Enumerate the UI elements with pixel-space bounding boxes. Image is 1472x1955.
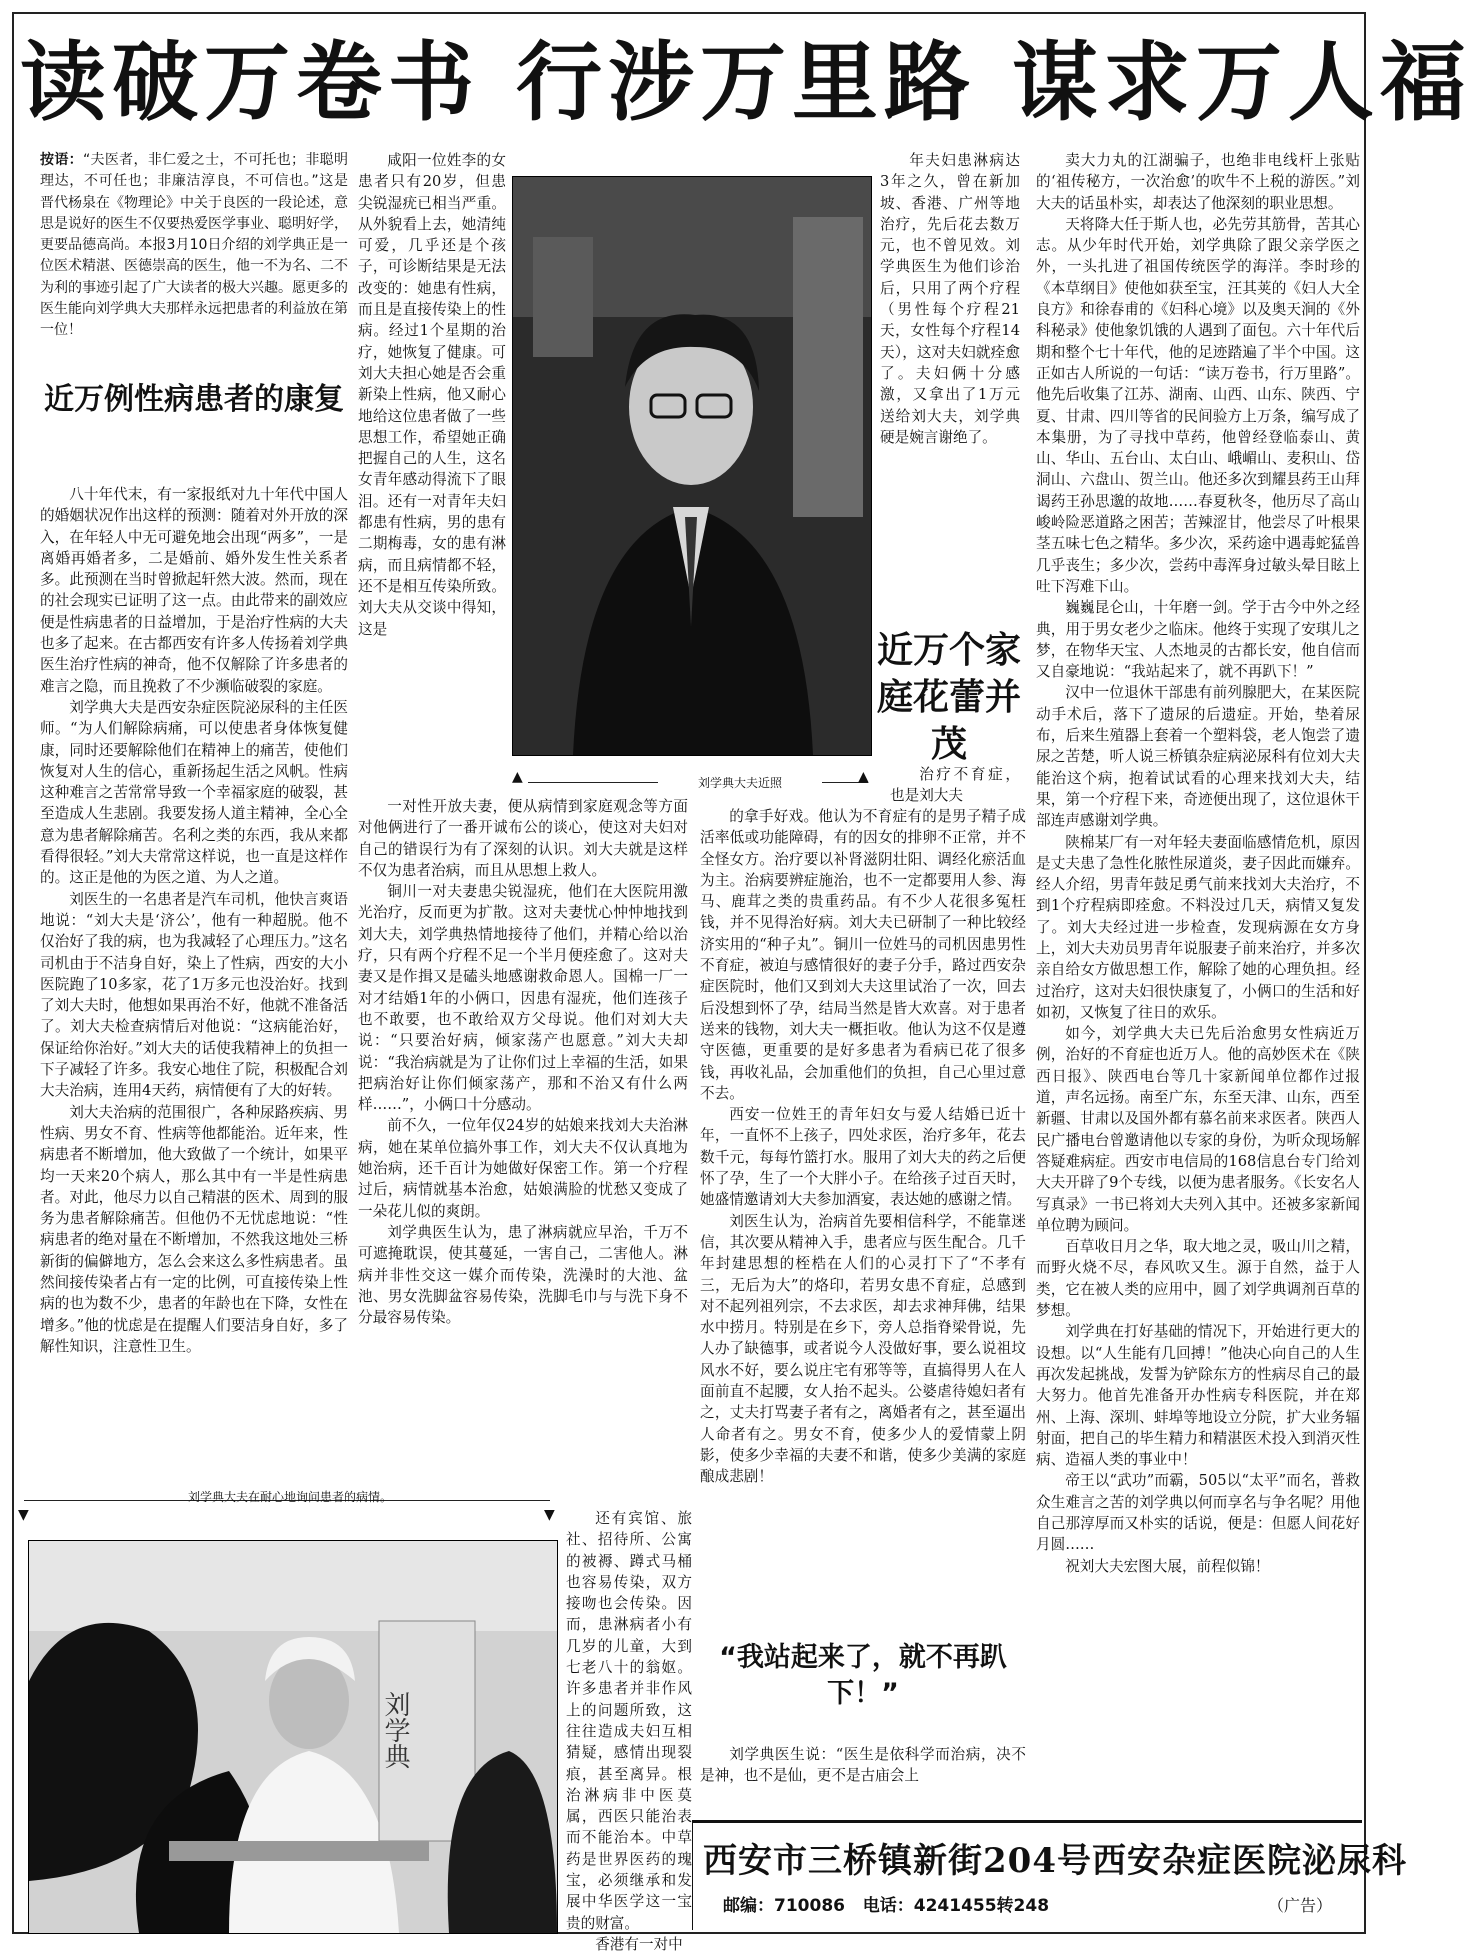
caption-rule <box>528 782 658 783</box>
paragraph: 百草收日月之华，取大地之灵，吸山川之精，而野火烧不尽，春风吹又生。源于自然，益于人类，它在被人类的应用中，圆了刘学典调剂百草的梦想。 <box>1036 1238 1360 1320</box>
column-2 <box>358 150 506 770</box>
paragraph: 祝刘大夫宏图大展，前程似锦！ <box>1065 1557 1270 1575</box>
paragraph: 刘学典大夫是西安杂症医院泌尿科的主任医师。“为人们解除病痛，可以使患者身体恢复健康，同时还要解除他们在精神上的痛苦，使他们恢复对人生的信心，重新扬起生活之风帆。性病这种难言之苦常常导致一个幸福家庭的破裂，甚至造成人生悲剧。我要发扬人道主精神，全心全意为患者解除痛苦。名利之类的东西，我从来都看得很轻。”刘大夫常常这样说，也一直是这样作的。这正是他的为医之道、为人之道。 <box>40 698 348 887</box>
paragraph: 的拿手好戏。他认为不育症有的是男子精子成活率低或功能障碍，有的因女的排卵不正常，并不全怪女方。治疗要以补肾滋阴壮阳、调经化瘀活血为主。治病要辨症施治，也不一定都要用人参、海马、鹿茸之类的贵重药品。有不少人花很多冤枉钱，并不见得治好病。刘大夫已研制了一种比较经济实用的“种子丸”。铜川一位姓马的司机因患男性不育症，被迫与感情很好的妻子分手，路过西安杂症医院时，他们又到刘大夫这里试治了一次，回去后没想到怀了孕，结局当然是皆大欢喜。对于患者送来的钱物，刘大夫一概拒收。他认为这不仅是遵守医德，更重要的是好多患者为看病已花了很多钱，再收礼品，会加重他们的负担，自己心里过意不去。 <box>700 808 1026 1102</box>
ad-title: 西安市三桥镇新街204号西安杂症医院泌尿科 <box>703 1841 1407 1881</box>
portrait-caption: 刘学典大夫近照 <box>697 776 782 790</box>
column-4-end <box>700 1744 1026 1810</box>
postcode-label: 邮编： <box>723 1896 774 1916</box>
paragraph: 香港有一对中 <box>595 1935 683 1953</box>
column-3 <box>358 796 688 1456</box>
phone-value: 4241455转248 <box>913 1896 1050 1916</box>
paragraph: 陕棉某厂有一对年轻夫妻面临感情危机，原因是丈夫患了急性化脓性尿道炎，妻子因此而嫌弃。经人介绍，男青年鼓足勇气前来找刘大夫治疗，不到1个疗程病即痊愈。不料没过几天，病情又复发了。刘大夫经过进一步检查，发现病源在女方身上，刘大夫劝员男青年说服妻子前来治疗，并多次亲自给女方做思想工作，解除了她的心理负担。经过治疗，这对夫妇很快康复了，小俩口的生活和好如初，又恢复了往日的欢乐。 <box>1036 833 1360 1021</box>
paragraph: 汉中一位退休干部患有前列腺肥大，在某医院动手术后，落下了遗尿的后遗症。开始，垫着尿布，后来生殖器上套着一个塑料袋，老人饱尝了遗尿之苦楚，听人说三桥镇杂症病泌尿科有位刘大夫能治这个病，抱着试试看的心理来找刘大夫，结果，第一个疗程下来，奇迹便出现了，这位退休干部连声感谢刘学典。 <box>1036 684 1360 830</box>
caption-down-arrow: ▼ <box>18 1507 29 1523</box>
column-5 <box>1036 150 1360 1812</box>
paragraph: 还有宾馆、旅社、招待所、公寓的被褥、蹲式马桶也容易传染，双方接吻也会传染。因而，患淋病者小有几岁的儿童，大到七老八十的翁妪。许多患者并非作风上的问题所致，这往往造成夫妇互相猜疑，感情出现裂痕，甚至离异。根治淋病非中医莫属，西医只能治表而不能治本。中草药是世界医药的瑰宝，必须继承和发展中华医学这一宝贵的财富。 <box>566 1510 692 1932</box>
phone-label: 电话： <box>862 1896 914 1916</box>
paragraph: 刘医生认为，治病首先要相信科学，不能靠迷信，其次要从精神入手，患者应与医生配合。几千年封建思想的桎梏在人们的心灵打下了“不孝有三，无后为大”的烙印，若男女患不育症，总感到对不起列祖列宗，不去求医，却去求神拜佛，结果水中捞月。特别是在乡下，旁人总指脊梁骨说，先人办了缺德事，或者说今人没做好事，要么说祖坟风水不好，要么说庄宅有邪等等，直搞得男人在人面前直不起腰，女人抬不起头。公婆虐待媳妇者有之，丈夫打骂妻子者有之，离婚者有之，甚至逼出人命者有之。男女不育，使多少人的爱情蒙上阴影，使多少幸福的夫妻不和谐，使多少美满的家庭酿成悲剧！ <box>700 1212 1026 1486</box>
paragraph: 卖大力丸的江湖骗子，也绝非电线杆上张贴的‘祖传秘方，一次治愈’的吹牛不上税的游医。”刘大夫的话虽朴实，却表达了他深刻的职业思想。 <box>1036 152 1360 212</box>
postcode-value: 710086 <box>774 1896 845 1916</box>
column-4-main <box>700 806 1026 1526</box>
caption-right-arrow: ▲ <box>858 769 869 785</box>
paragraph: 八十年代末，有一家报纸对九十年代中国人的婚姻状况作出这样的预测：随着对外开放的深入，在年轻人中无可避免地会出现“两多”，一是离婚再婚者多，二是婚前、婚外发生性关系者多。此预测在当时曾掀起轩然大波。然而，现在的社会现实已证明了这一点。由此带来的副效应便是性病患者的日益增加，于是治疗性病的大夫也多了起来。在古都西安有许多人传扬着刘学典医生治疗性病的神奇，他不仅解除了许多患者的难言之隐，而且挽救了不少濒临破裂的家庭。 <box>40 486 348 695</box>
subhead-standing: “我站起来了，就不再趴下！” <box>719 1642 1007 1710</box>
paragraph: 咸阳一位姓李的女患者只有20岁，但患尖锐湿疣已相当严重。从外貌看上去，她清纯可爱，几乎还是个孩子，可诊断结果是无法改变的：她患有性病，而且是直接传染上的性病。经过1个星期的治疗，她恢复了健康。可刘大夫担心她是否会重新染上性病，他又耐心地给这位患者做了一些思想工作，希望她正确把握自己的人生，这名女青年感动得流下了眼泪。还有一对青年夫妇都患有性病，男的患有二期梅毒，女的患有淋病，而且病情都不轻，还不是相互传染所致。刘大夫从交谈中得知，这是 <box>358 152 506 638</box>
portrait-photo <box>512 176 872 756</box>
ad-contact <box>723 1891 1049 1916</box>
editor-note <box>40 150 348 376</box>
paragraph: 年夫妇患淋病达3年之久，曾在新加坡、香港、广州等地治疗，先后花去数万元，也不曾见效。刘学典医生为他们诊治后，只用了两个疗程（男性每个疗程21天，女性每个疗程14天），这对夫妇就痊愈了。夫妇俩十分感激，又拿出了1万元送给刘大夫，刘学典硬是婉言谢绝了。 <box>880 152 1020 446</box>
subhead-families: 近万个家庭花蕾并茂 <box>876 630 1021 765</box>
column-4-top <box>880 150 1020 650</box>
paragraph: 铜川一对夫妻患尖锐湿疣，他们在大医院用激光治疗，反而更为扩散。这对夫妻忧心忡忡地找到刘大夫，刘学典热情地接待了他们，并精心给以治疗，只有两个疗程不足一个半月便痊愈了。这对夫妻又是作揖又是磕头地感谢救命恩人。国棉一厂一对才结婚1年的小俩口，因患有湿疣，他们连孩子也不敢要，也不敢给双方父母说。他们对刘大夫说：“只要治好病，倾家荡产也愿意。”刘大夫却说：“我治病就是为了让你们过上幸福的生活，如果把病治好让你们倾家荡产，那和不治又有什么两样……”，小俩口十分感动。 <box>358 883 688 1114</box>
column-4-right <box>890 764 1020 808</box>
caption-left-arrow: ▲ <box>512 769 523 785</box>
paragraph: 刘学典在打好基础的情况下，开始进行更大的设想。以“人生能有几回搏！”他决心向自己的人生再次发起挑战，发誓为铲除东方的性病尽自己的最大努力。他首先准备开办性病专科医院，并在郑州、上海、深圳、蚌埠等地设立分院，扩大业务辐射面，把自己的毕生精力和精湛医术投入到消灭性病、造福人类的事业中！ <box>1036 1323 1360 1469</box>
consultation-illustration <box>29 1541 557 1933</box>
advertisement-box <box>692 1820 1407 1930</box>
paragraph: 刘学典医生说：“医生是依科学而治病，决不是神，也不是仙，更不是古庙会上 <box>700 1746 1026 1785</box>
consultation-photo <box>28 1540 558 1934</box>
subhead-recovery: 近万例性病患者的康复 <box>44 382 344 417</box>
editor-note-lead: 按语： <box>40 152 83 168</box>
paragraph: 治疗不育症，也是刘大夫 <box>890 766 1020 805</box>
paragraph: 巍巍昆仑山，十年磨一剑。学于古今中外之经典，用于男女老少之临床。他终于实现了安琪儿之梦，在物华天宝、人杰地灵的古都长安，他自信而又自豪地说：“我站起来了，就不再趴下！” <box>1036 599 1360 681</box>
paragraph: 帝王以“武功”而霸，505以“太平”而名，普救众生难言之苦的刘学典以何而享名与争名呢？用他自己那淳厚而又朴实的话说，便是：但愿人间花好月圆…… <box>1036 1472 1360 1554</box>
paragraph: 如今，刘学典大夫已先后治愈男女性病近万例，治好的不育症也近万人。他的高妙医术在《陕西日报》、陕西电台等几十家新闻单位都作过报道，声名远扬。南至广东，东至天津、山东，西至新疆、甘肃以及国外都有慕名前来求医者。陕西人民广播电台曾邀请他以专家的身份，为听众现场解答疑难病症。西安市电信局的168信息台专门给刘大夫开辟了9个专线，以便为患者服务。《长安名人写真录》一书已将刘大夫列入其中。还被多家新闻单位聘为顾问。 <box>1036 1025 1360 1234</box>
consult-caption: 刘学典大夫在耐心地询问患者的病情。 <box>187 1490 392 1504</box>
portrait-illustration <box>513 177 871 755</box>
paragraph: 西安一位姓王的青年妇女与爱人结婚已近十年，一直怀不上孩子，四处求医，治疗多年，花去数千元，每每竹篮打水。服用了刘大夫的药之后便怀了孕，生了一个大胖小子。在给孩子过百天时，她盛情邀请刘大夫参加酒宴，表达她的感谢之情。 <box>700 1106 1026 1209</box>
paragraph: 刘医生的一名患者是汽车司机，他快言爽语地说：“刘大夫是‘济公’，他有一种超脱。他不仅治好了我的病，也为我减轻了心理压力。”这名司机由于不洁身自好，染上了性病，西安的大小医院跑了10多家，花了1万多元也没治好。找到了刘大夫时，他想如果再治不好，他就不准备活了。刘大夫检查病情后对他说：“这病能治好，保证给你治好。”刘大夫的话使我精神上的负担一下子减轻了许多。我安心地住了院，积极配合刘大夫治病，连用4天药，病情便有了大的好转。 <box>40 890 348 1100</box>
column-1 <box>40 484 348 1444</box>
ad-tag: （广告） <box>1267 1896 1332 1915</box>
column-3-tail <box>566 1508 692 1953</box>
caption-down-arrow: ▼ <box>544 1507 555 1523</box>
paragraph: 刘学典医生认为，患了淋病就应早治，千万不可遮掩耽误，使其蔓延，一害自己，二害他人。淋病并非性交这一媒介而传染，洗澡时的大池、盆池、男女洗脚盆容易传染，洗脚毛巾与与洗下身不分最容易传染。 <box>358 1223 688 1327</box>
editor-note-text: “夫医者，非仁爱之士，不可托也；非聪明理达，不可任也；非廉洁淳良，不可信也。”这是晋代杨泉在《物理论》中关于良医的一段论述，意思是说好的医生不仅要热爱医学事业、聪明好学，更要品德高尚。本报3月10日介绍的刘学典正是一位医术精湛、医德崇高的医生，他一不为名、二不为利的事迹引起了广大读者的极大兴趣。愿更多的医生能向刘学典大夫那样永远把患者的利益放在第一位！ <box>40 152 348 339</box>
headline: 读破万卷书 行涉万里路 谋求万人福 <box>20 33 1472 133</box>
photo-sign-text: 刘学典 <box>380 1691 410 1769</box>
paragraph: 一对性开放夫妻，便从病情到家庭观念等方面对他俩进行了一番开诚布公的谈心，使这对夫妇对自己的错误行为有了深刻的认识。刘大夫就是这样不仅为患者治病，而且从思想上救人。 <box>358 798 688 879</box>
paragraph: 天将降大任于斯人也，必先劳其筋骨，苦其心志。从少年时代开始，刘学典除了跟父亲学医之外，一头扎进了祖国传统医学的海洋。李时珍的《本草纲目》使他如获至宝，汪其荚的《妇人大全良方》和徐春甫的《妇科心境》以及奥天涧的《外科秘录》使他象饥饿的人遇到了面包。六十年代后期和整个七十年代，他的足迹踏遍了半个中国。这正如古人所说的一句话：“读万卷书，行万里路”。他先后收集了江苏、湖南、山西、山东、陕西、宁夏、甘肃、四川等省的民间验方上万条，编写成了本集册，为了寻找中草药，他曾经登临泰山、黄山、华山、五台山、太白山、峨嵋山、麦积山、岱洞山、六盘山、贺兰山。他还多次到耀县药王山拜谒药王孙思邈的故地……春夏秋冬，他历尽了高山峻岭险恶道路之困苦；苦辣涩甘，他尝尽了叶根果茎五味七色之精华。多少次，采药途中遇毒蛇猛兽几乎丧生；多少次，尝药中毒浑身过敏头晕目眩上吐下泻难下山。 <box>1036 215 1360 595</box>
paragraph: 前不久，一位年仅24岁的姑娘来找刘大夫治淋病，她在某单位搞外事工作，刘大夫不仅认真地为她治病，还千百计为她做好保密工作。第一个疗程过后，病情就基本治愈，姑娘满脸的忧愁又变成了一朵花儿似的爽朗。 <box>358 1117 688 1220</box>
paragraph: 刘大夫治病的范围很广，各种尿路疾病、男性病、男女不育、性病等他都能治。近年来，性病患者不断增加，他大致做了一个统计，如果平均一天来20个病人，那么其中有一半是性病患者。对此，他尽力以自己精湛的医术、周到的服务为患者解除痛苦。但他仍不无忧虑地说：“性病患者的绝对量在不断增加，不然我这地处三桥新街的偏僻地方，怎么会来这么多性病患者。虽然间接传染者占有一定的比例，可直接传染上性病的也为数不少，患者的年龄也在下降，女性在增多。”他的忧虑是在提醒人们要洁身自好，多了解性知识，注意性卫生。 <box>40 1103 348 1355</box>
